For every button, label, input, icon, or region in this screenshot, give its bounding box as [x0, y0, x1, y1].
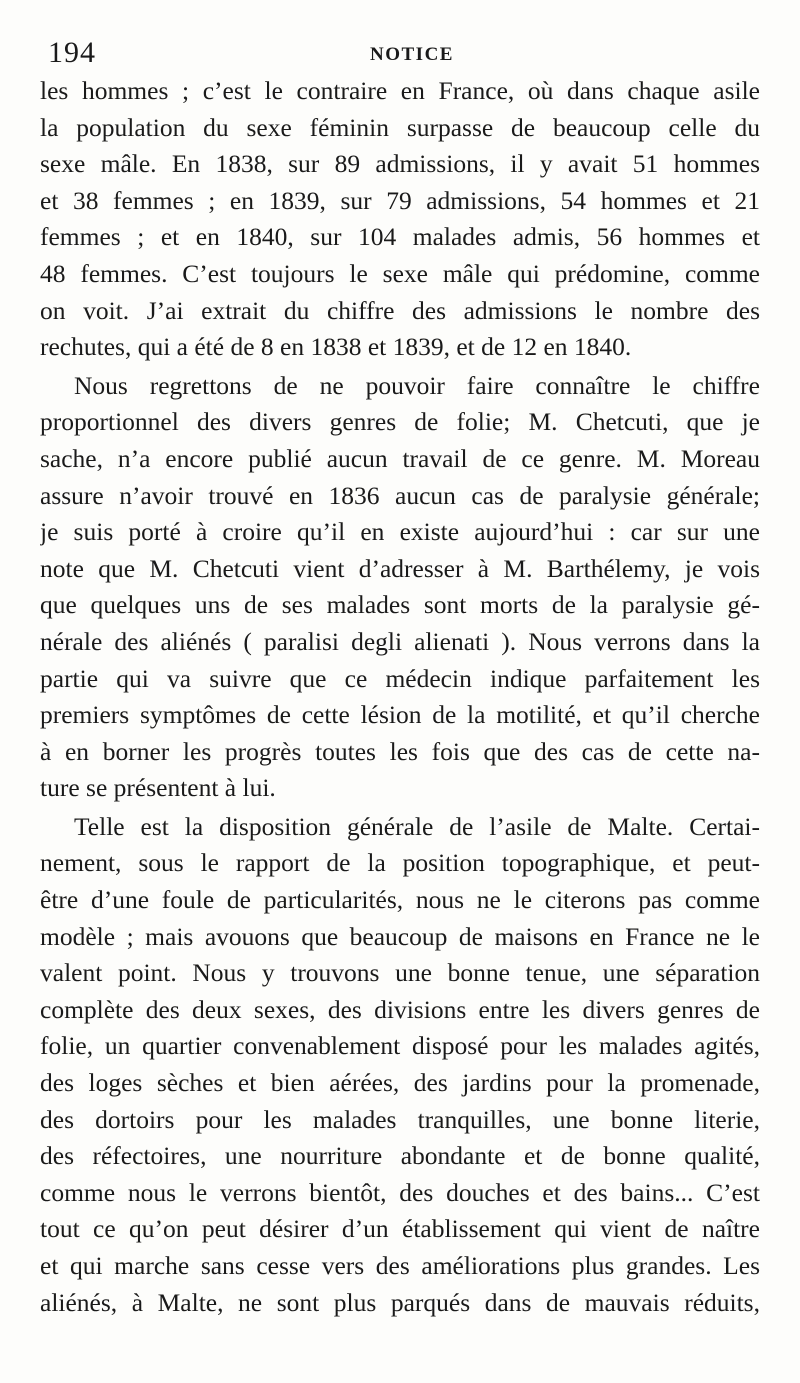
- text-line: des réfectoires, une nourriture abondante et de bonne qualité,: [40, 1141, 760, 1171]
- text-line: femmes ; et en 1840, sur 104 malades admis, 56 hommes et: [40, 222, 760, 252]
- text-line: comme nous le verrons bientôt, des douches et des bains... C’est: [40, 1177, 760, 1207]
- running-title: NOTICE: [370, 44, 454, 65]
- paragraph-3: [40, 809, 760, 1321]
- text-line: la population du sexe féminin surpasse de beaucoup celle du: [40, 112, 760, 142]
- paragraph-1: [40, 73, 760, 366]
- text-line: les hommes ; c’est le contraire en France, où dans chaque asile: [40, 76, 760, 105]
- text-line: Telle est la disposition générale de l’asile de Malte. Certai-: [74, 811, 760, 841]
- text-line: nérale des aliénés ( paralisi degli alienati ). Nous verrons dans la: [40, 626, 760, 656]
- text-line: et 38 femmes ; en 1839, sur 79 admissions, 54 hommes et 21: [40, 185, 760, 215]
- text-line: complète des deux sexes, des divisions entre les divers genres de: [40, 994, 760, 1024]
- text-line: des loges sèches et bien aérées, des jardins pour la promenade,: [40, 1068, 760, 1098]
- text-line: valent point. Nous y trouvons une bonne tenue, une séparation: [40, 958, 760, 988]
- text-line: on voit. J’ai extrait du chiffre des admissions le nombre des: [40, 295, 760, 325]
- text-line: Nous regrettons de ne pouvoir faire connaître le chiffre: [74, 370, 760, 400]
- text-line: assure n’avoir trouvé en 1836 aucun cas de paralysie générale;: [40, 480, 760, 510]
- page-header: [40, 32, 760, 72]
- text-line: modèle ; mais avouons que beaucoup de maisons en France ne le: [40, 921, 760, 951]
- text-line: sache, n’a encore publié aucun travail de ce genre. M. Moreau: [40, 443, 760, 473]
- text-line: partie qui va suivre que ce médecin indique parfaitement les: [40, 663, 760, 693]
- text-line: tout ce qu’on peut désirer d’un établissement qui vient de naître: [40, 1214, 760, 1244]
- body-text: [40, 73, 760, 1321]
- text-line: folie, un quartier convenablement disposé pour les malades agités,: [40, 1031, 760, 1061]
- text-line: rechutes, qui a été de 8 en 1838 et 1839, et de 12 en 1840.: [40, 332, 632, 362]
- text-line: ture se présentent à lui.: [40, 773, 276, 803]
- page-number: 194: [48, 36, 96, 69]
- text-line: nement, sous le rapport de la position topographique, et peut-: [40, 848, 760, 878]
- text-line: je suis porté à croire qu’il en existe aujourd’hui : car sur une: [40, 517, 760, 547]
- text-line: être d’une foule de particularités, nous ne le citerons pas comme: [40, 885, 760, 915]
- text-line: et qui marche sans cesse vers des améliorations plus grandes. Les: [40, 1251, 760, 1280]
- paragraph-2: [40, 368, 760, 807]
- text-line: note que M. Chetcuti vient d’adresser à M. Barthélemy, je vois: [40, 553, 760, 583]
- text-line: proportionnel des divers genres de folie; M. Chetcuti, que je: [40, 407, 760, 437]
- text-line: que quelques uns de ses malades sont morts de la paralysie gé-: [40, 590, 760, 620]
- text-line: des dortoirs pour les malades tranquilles, une bonne literie,: [40, 1104, 760, 1134]
- text-line: à en borner les progrès toutes les fois que des cas de cette na-: [40, 736, 760, 766]
- text-line: aliénés, à Malte, ne sont plus parqués dans de mauvais réduits,: [40, 1287, 760, 1317]
- text-line: premiers symptômes de cette lésion de la motilité, et qu’il cherche: [40, 700, 760, 730]
- text-line: sexe mâle. En 1838, sur 89 admissions, il y avait 51 hommes: [40, 149, 760, 179]
- text-line: 48 femmes. C’est toujours le sexe mâle qui prédomine, comme: [40, 258, 760, 288]
